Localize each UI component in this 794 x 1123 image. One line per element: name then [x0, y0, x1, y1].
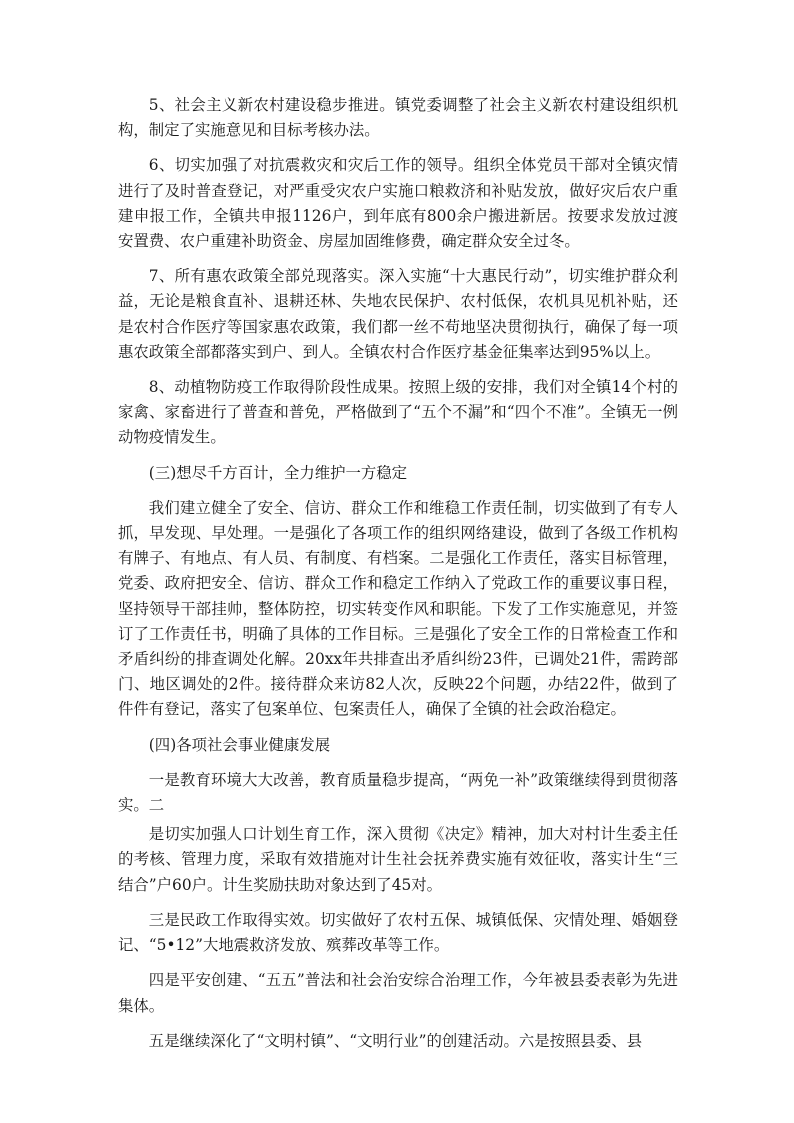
section-heading-social-affairs: (四)各项社会事业健康发展 — [148, 735, 331, 754]
paragraph-safety-creation: 四是平安创建、“五五”普法和社会治安综合治理工作，今年被县委表彰为先进集体。 — [118, 971, 678, 1015]
paragraph-new-countryside: 5、社会主义新农村建设稳步推进。镇党委调整了社会主义新农村建设组织机构，制定了实施意见和目标考核办法。 — [118, 96, 678, 140]
document-body — [118, 93, 678, 1064]
paragraph-education: 一是教育环境大大改善，教育质量稳步提高，“两免一补”政策继续得到贯彻落实。二 — [118, 770, 678, 815]
paragraph-civil-affairs: 三是民政工作取得实效。切实做好了农村五保、城镇低保、灾情处理、婚姻登记、“5•12”大地震救济发放、殡葬改革等工作。 — [118, 910, 678, 955]
paragraph-stability-work: 我们建立健全了安全、信访、群众工作和维稳工作责任制，切实做到了有专人抓，早发现、早处理。一是强化了各项工作的组织网络建设，做到了各级工作机构有牌子、有地点、有人员、有制度、有档案。二是强化工作责任，落实目标管理，党委、政府把安全、信访、群众工作和稳定工作纳入了党政工作的重要议事日程，坚持领导干部挂帅，整体防控，切实转变作风和职能。下发了工作实施意见，并签订了工作责任书，明确了具体的工作目标。三是强化了安全工作的日常检查工作和矛盾纠纷的排查调处化解。20xx年共排查出矛盾纠纷23件，已调处21件，需跨部门、地区调处的2件。接待群众来访82人次，反映22个问题，办结22件，做到了件件有登记，落实了包案单位、包案责任人，确保了全镇的社会政治稳定。 — [118, 498, 678, 719]
paragraph-epidemic-prevention: 8、动植物防疫工作取得阶段性成果。按照上级的安排，我们对全镇14个村的家禽、家畜进行了普查和普免，严格做到了“五个不漏”和“四个不准”。全镇无一例动物疫情发生。 — [118, 378, 678, 447]
paragraph-civilization-activities: 五是继续深化了“文明村镇”、“文明行业”的创建活动。六是按照县委、县 — [148, 1031, 642, 1050]
paragraph-family-planning: 是切实加强人口计划生育工作，深入贯彻《决定》精神，加大对村计生委主任的考核、管理力度，采取有效措施对计生社会抚养费实施有效征收，落实计生“三结合”户60户。计生奖励扶助对象达到了45对。 — [118, 825, 678, 894]
paragraph-agricultural-policies: 7、所有惠农政策全部兑现落实。深入实施“十大惠民行动”，切实维护群众利益，无论是粮食直补、退耕还林、失地农民保护、农村低保，农机具见机补贴，还是农村合作医疗等国家惠农政策，我们都一丝不苟地坚决贯彻执行，确保了每一项惠农政策全部都落实到户、到人。全镇农村合作医疗基金征集率达到95%以上。 — [118, 267, 678, 361]
paragraph-earthquake-relief: 6、切实加强了对抗震救灾和灾后工作的领导。组织全体党员干部对全镇灾情进行了及时普查登记，对严重受灾农户实施口粮救济和补贴发放，做好灾后农户重建申报工作，全镇共申报1126户，到年底有800余户搬进新居。按要求发放过渡安置费、农户重建补助资金、房屋加固维修费，确定群众安全过冬。 — [118, 156, 678, 251]
section-heading-stability: (三)想尽千方百计，全力维护一方稳定 — [148, 463, 408, 482]
